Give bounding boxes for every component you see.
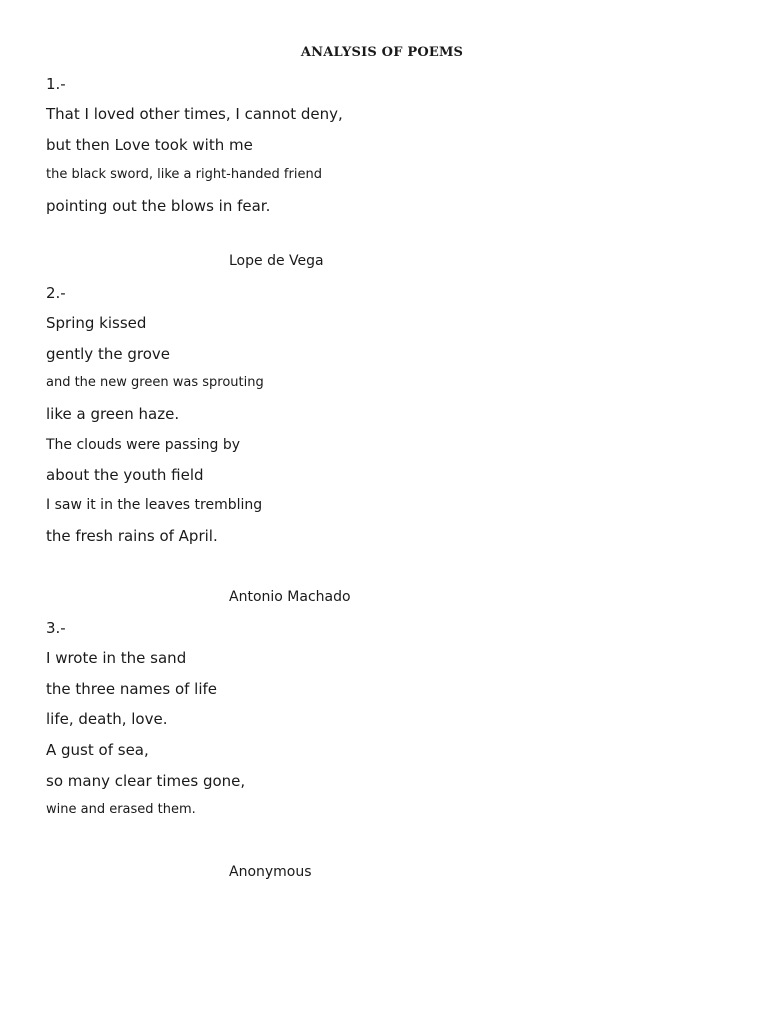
poem-3-line-4: A gust of sea, — [46, 741, 149, 759]
poem-2-line-1: Spring kissed — [46, 314, 147, 332]
poem-3-line-6: wine and erased them. — [46, 802, 196, 817]
poem-2-line-2: gently the grove — [46, 345, 170, 363]
poem-1-author: Lope de Vega — [229, 253, 324, 269]
poem-3-line-3: life, death, love. — [46, 710, 168, 728]
poem-2-line-8: the fresh rains of April. — [46, 527, 218, 545]
poem-2-author: Antonio Machado — [229, 589, 351, 605]
poem-2-line-3: and the new green was sprouting — [46, 375, 264, 390]
poem-2-line-4: like a green haze. — [46, 405, 180, 423]
poem-3-author: Anonymous — [229, 864, 312, 880]
poem-1-line-2: but then Love took with me — [46, 136, 253, 154]
poem-1-line-1: That I loved other times, I cannot deny, — [46, 105, 343, 123]
poem-2-number: 2.- — [46, 284, 66, 302]
poem-2-line-7: I saw it in the leaves trembling — [46, 497, 263, 513]
poem-1-line-4: pointing out the blows in fear. — [46, 197, 271, 215]
poem-1-line-3: the black sword, like a right-handed friend — [46, 167, 322, 182]
poem-3-number: 3.- — [46, 619, 66, 637]
poem-3-line-5: so many clear times gone, — [46, 772, 246, 790]
poem-3-line-1: I wrote in the sand — [46, 649, 187, 667]
document-title: ANALYSIS OF POEMS — [300, 45, 464, 60]
poem-1-number: 1.- — [46, 75, 66, 93]
poem-2-line-5: The clouds were passing by — [46, 437, 241, 453]
poem-2-line-6: about the youth field — [46, 466, 204, 484]
poem-3-line-2: the three names of life — [46, 680, 218, 698]
